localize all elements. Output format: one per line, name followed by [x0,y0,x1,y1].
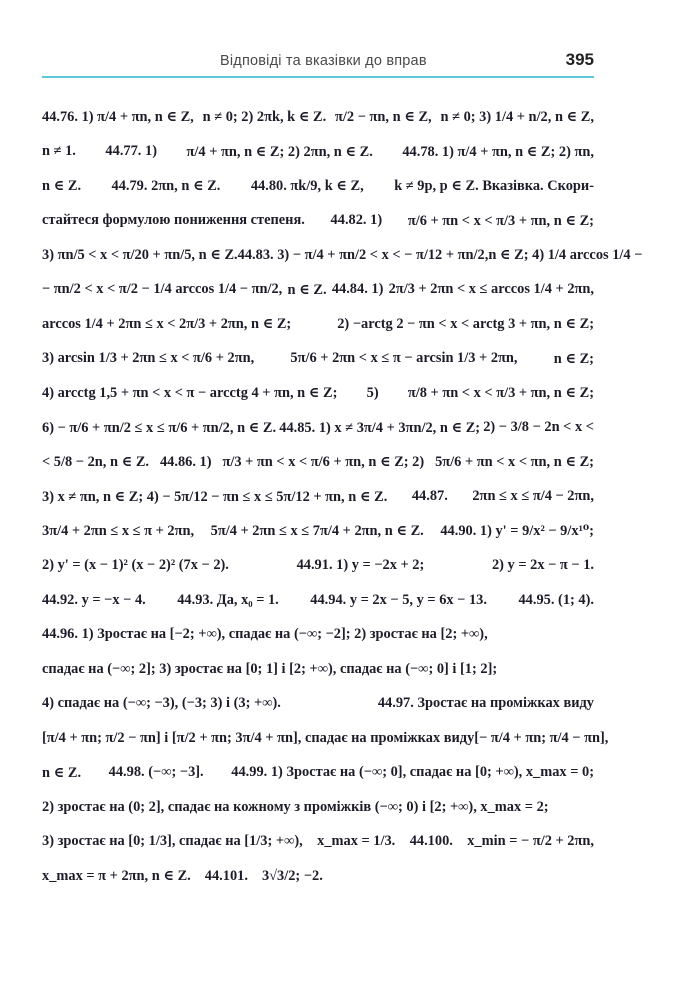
text-segment: [− π/4 + πn; π/4 − πn], [474,729,609,746]
text-segment: 2) − 3/8 − 2n < x < [483,419,594,436]
text-segment: − πn/2 < x < π/2 − 1/4 arccos 1/4 − πn/2, [42,281,283,298]
text-segment: 4) arcctg 1,5 + πn < x < π − arcctg 4 + πn, n ∈ Z; [42,385,338,402]
text-segment: 3√3/2; −2. [261,867,323,884]
text-line [42,411,594,446]
text-line [42,618,594,653]
text-segment: 44.87. [411,488,448,505]
text-line [42,204,594,239]
text-segment: n ∈ Z. [287,281,327,298]
text-line [42,238,643,273]
text-segment: π/2 − πn, n ∈ Z, [335,109,432,126]
text-segment: 5) [366,384,379,401]
text-segment: 5π/6 + 2πn < x ≤ π − arcsin 1/3 + 2πn, [290,350,518,367]
text-line [42,342,594,377]
text-segment: x_max = π + 2πn, n ∈ Z. [42,868,191,885]
text-segment: 44.91. 1) y = −2x + 2; [296,557,425,574]
text-segment: 3) зростає на [0; 1/3], спадає на [1/3; +∞), [42,833,303,850]
text-segment: 3) x ≠ πn, n ∈ Z; 4) − 5π/12 − πn ≤ x ≤ 5π/12 + πn, n ∈ Z. [42,488,388,505]
text-segment: 44.101. [204,867,248,884]
text-segment: n ≠ 0; 2) 2πk, k ∈ Z. [202,109,327,126]
text-segment: k ≠ 9p, p ∈ Z. Вказівка. Скори- [394,178,594,195]
text-segment: 44.76. 1) π/4 + πn, n ∈ Z, [42,109,194,126]
text-line [42,514,594,549]
text-segment: 3π/4 + 2πn ≤ x ≤ π + 2πn, [42,522,195,539]
text-segment: 6) − π/6 + πn/2 ≤ x ≤ π/6 + πn/2, n ∈ Z. [42,419,277,436]
text-segment: 5π/4 + 2πn ≤ x ≤ 7π/4 + 2πn, n ∈ Z. [210,523,424,540]
text-line [42,721,609,756]
answers-text [42,100,643,894]
text-segment: 2π/3 + 2πn < x ≤ arccos 1/4 + 2πn, [388,281,594,298]
text-segment: 5π/6 + πn < x < πn, n ∈ Z; [435,454,594,471]
page-number: 395 [565,50,594,69]
text-segment: [π/4 + πn; π/2 − πn] і [π/2 + πn; 3π/4 + πn], спадає на проміжках виду [42,729,475,746]
text-segment: 44.95. (1; 4). [518,591,594,608]
text-segment: π/3 + πn < x < π/6 + πn, n ∈ Z; 2) [222,454,425,471]
text-segment: 44.78. 1) π/4 + πn, n ∈ Z; 2) πn, [402,143,594,160]
text-segment: n ∈ Z. [42,764,82,781]
text-line [42,376,594,411]
text-segment: 44.80. πk/9, k ∈ Z, [250,178,364,195]
text-segment: n ∈ Z; 4) 1/4 arccos 1/4 − [488,247,643,264]
text-segment: спадає на (−∞; 2]; 3) зростає на [0; 1] і [2; +∞), спадає на (−∞; 0] і [1; 2]; [42,660,498,677]
text-line [42,100,594,135]
text-segment: 44.77. 1) [105,143,157,160]
text-line [42,825,594,860]
text-line [42,687,594,722]
text-segment: arccos 1/4 + 2πn ≤ x < 2π/3 + 2πn, n ∈ Z; [42,316,292,333]
text-segment: 2) y' = (x − 1)² (x − 2)² (7x − 2). [42,557,229,574]
running-title: Відповіді та вказівки до вправ [220,53,427,69]
text-line [42,445,594,480]
text-segment: π/4 + πn, n ∈ Z; 2) 2πn, n ∈ Z. [186,143,373,160]
text-segment: 44.96. 1) Зростає на [−2; +∞), спадає на (−∞; −2]; 2) зростає на [2; +∞), [42,626,488,643]
text-segment: 44.90. 1) y' = 9/x² − 9/x¹⁰; [440,523,594,540]
text-segment: 2) y = 2x − π − 1. [491,557,594,574]
text-line [42,135,594,170]
text-segment: π/8 + πn < x < π/3 + πn, n ∈ Z; [407,385,594,402]
text-line [42,480,594,515]
text-segment: x_max = 1/3. [317,833,396,850]
text-segment: стайтеся формулою пониження степеня. [42,212,305,229]
text-segment: 2) −arctg 2 − πn < x < arctg 3 + πn, n ∈ Z; [337,316,594,333]
text-segment: 44.97. Зростає на проміжках виду [377,695,594,712]
text-segment: n ≠ 0; 3) 1/4 + n/2, n ∈ Z, [440,109,594,126]
text-line [42,756,594,791]
text-segment: π/6 + πn < x < π/3 + πn, n ∈ Z; [407,212,594,229]
text-segment: n ≠ 1. [42,143,76,160]
text-line [42,859,594,894]
text-line [42,549,594,584]
text-line [42,273,594,308]
text-segment: 4) спадає на (−∞; −3), (−3; 3) і (3; +∞). [42,695,281,712]
text-segment: 44.100. [409,833,453,850]
text-segment: 44.93. Да, x₀ = 1. [177,591,279,608]
text-segment: 44.83. 3) − π/4 + πn/2 < x < − π/12 + πn/2, [237,246,489,263]
text-segment: 44.84. 1) [331,281,384,298]
text-segment: n ∈ Z. [42,178,82,195]
text-segment: x_min = − π/2 + 2πn, [467,833,594,850]
text-segment: 2πn ≤ x ≤ π/4 − 2πn, [472,488,594,505]
text-segment: 44.85. 1) x ≠ 3π/4 + 3πn/2, n ∈ Z; [279,419,481,436]
page-header [42,46,594,78]
text-line [42,652,594,687]
text-line [42,790,594,825]
text-segment: 3) πn/5 < x < π/20 + πn/5, n ∈ Z. [42,247,238,264]
text-segment: 44.99. 1) Зростає на (−∞; 0], спадає на [0; +∞), x_max = 0; [231,764,594,781]
text-segment: 44.94. y = 2x − 5, y = 6x − 13. [310,591,487,608]
text-line [42,583,594,618]
text-segment: 44.86. 1) [159,453,212,470]
text-segment: 44.82. 1) [330,212,383,229]
text-segment: 3) arcsin 1/3 + 2πn ≤ x < π/6 + 2πn, [42,350,255,367]
header-rule [42,76,594,78]
text-segment: 44.92. y = −x − 4. [42,591,146,608]
text-segment: n ∈ Z; [553,350,594,367]
text-line [42,307,594,342]
text-segment: 44.79. 2πn, n ∈ Z. [111,178,221,195]
text-segment: 2) зростає на (0; 2], спадає на кожному з проміжків (−∞; 0) і [2; +∞), x_max = 2; [42,798,549,815]
text-line [42,169,594,204]
text-segment: 44.98. (−∞; −3]. [108,764,204,781]
text-segment: < 5/8 − 2n, n ∈ Z. [42,454,150,471]
